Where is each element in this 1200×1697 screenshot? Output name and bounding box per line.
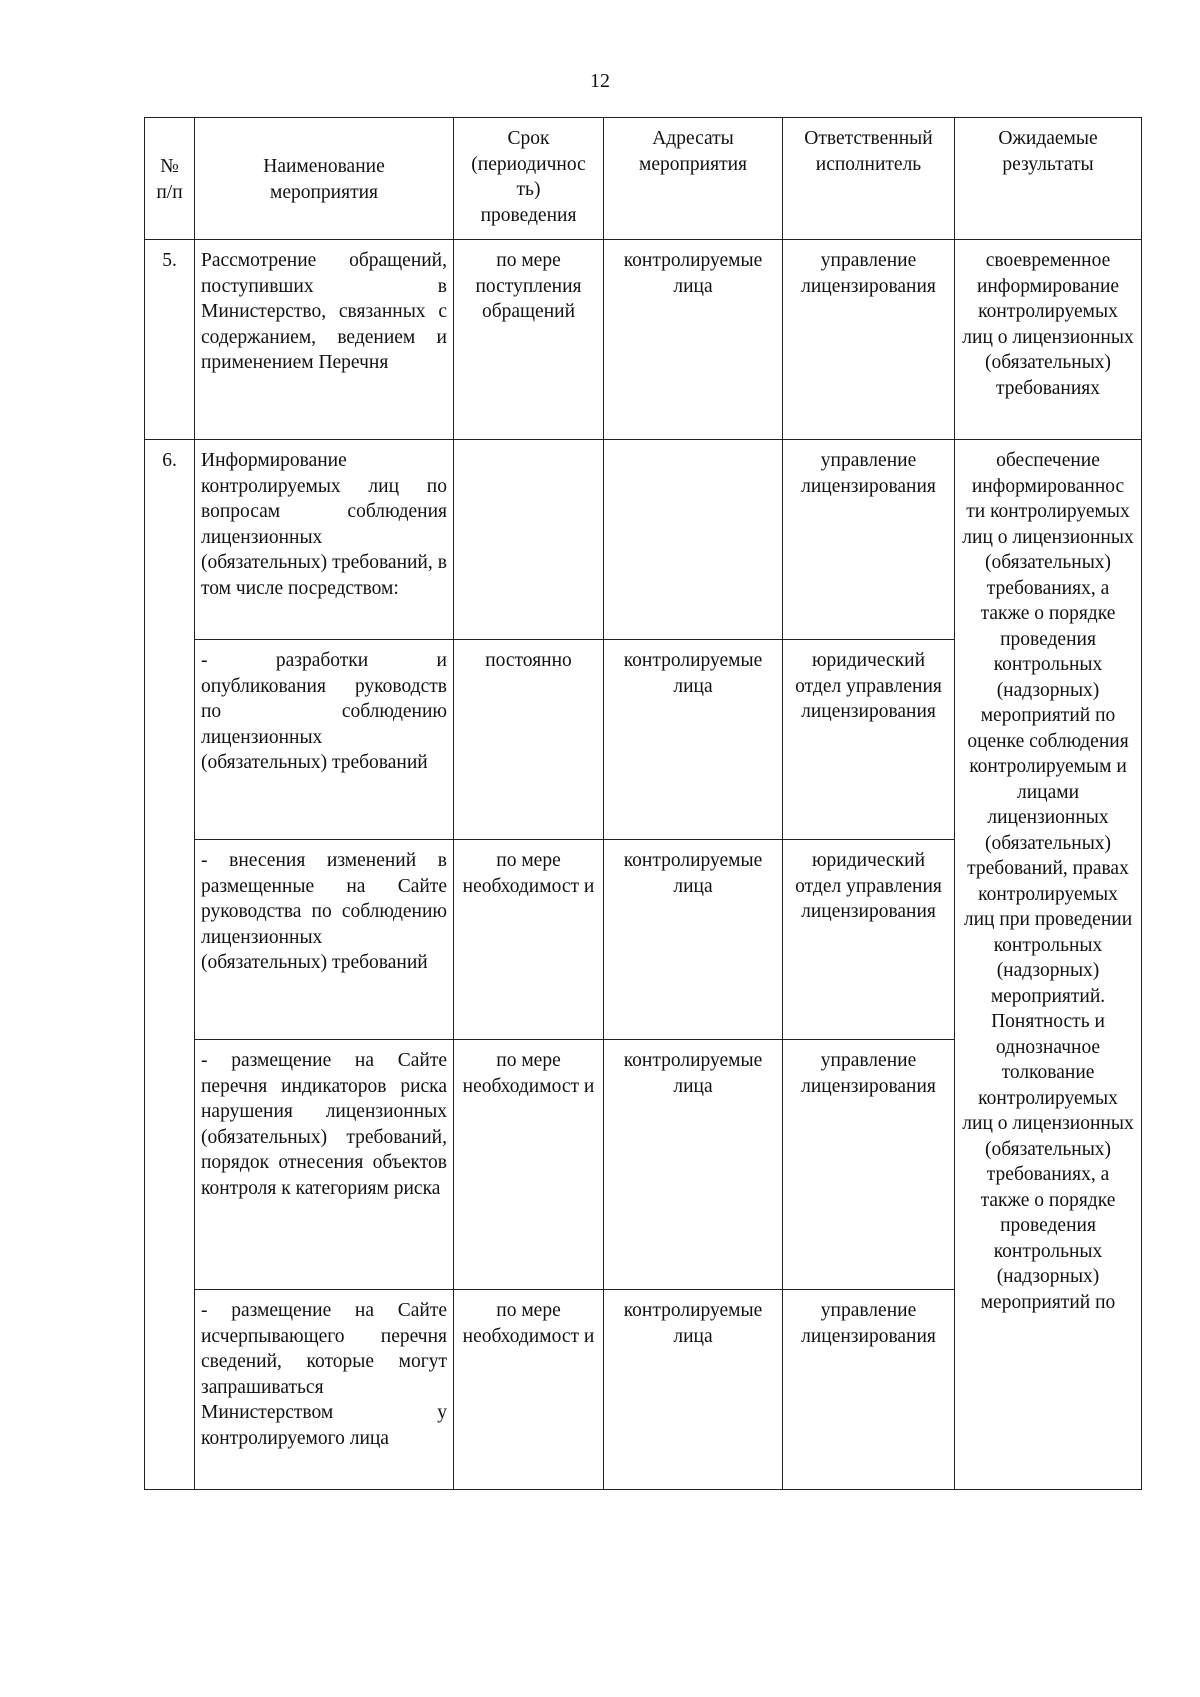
subrow-responsible: управление лицензирования [783, 1290, 955, 1490]
header-name: Наименование мероприятия [195, 118, 454, 240]
page-number: 12 [590, 70, 610, 92]
row6-results: обеспечение информированнос ти контролируемых лиц о лицензионных (обязательных) требованиях, а также о порядке проведения контрольных (надзорных) мероприятий по оценке соблюдения контролируемым и лицами лицензионных (обязательных) требований, правах контролируемых лиц при проведении контрольных (надзорных) мероприятий. Понятность и однозначное толкование контролируемых лиц о лицензионных (обязательных) требованиях, а также о порядке проведения контрольных (надзорных) мероприятий по [955, 440, 1142, 1490]
row5-results: своевременное информирование контролируемых лиц о лицензионных (обязательных) требованиях [955, 240, 1142, 440]
subrow-name: - размещение на Сайте исчерпывающего перечня сведений, которые могут запрашиваться Министерством у контролируемого лица [195, 1290, 454, 1490]
subrow-addressees: контролируемые лица [604, 840, 783, 1040]
row5-name: Рассмотрение обращений, поступивших в Министерство, связанных с содержанием, ведением и применением Перечня [195, 240, 454, 440]
subrow-addressees: контролируемые лица [604, 1040, 783, 1290]
subrow-responsible: юридический отдел управления лицензирования [783, 640, 955, 840]
subrow-responsible: управление лицензирования [783, 1040, 955, 1290]
row6-addressees [604, 440, 783, 640]
header-num: № п/п [145, 118, 195, 240]
subrow-responsible: юридический отдел управления лицензирования [783, 840, 955, 1040]
row6-num: 6. [145, 440, 195, 1490]
subrow-period: по мере необходимост и [454, 840, 604, 1040]
subrow-addressees: контролируемые лица [604, 640, 783, 840]
header-period: Срок (периодичнос ть) проведения [454, 118, 604, 240]
row6-responsible: управление лицензирования [783, 440, 955, 640]
header-results: Ожидаемые результаты [955, 118, 1142, 240]
row5-period: по мере поступления обращений [454, 240, 604, 440]
table-header-row [145, 118, 1142, 240]
row5-num: 5. [145, 240, 195, 440]
table-row [145, 440, 1142, 640]
subrow-period: постоянно [454, 640, 604, 840]
row5-responsible: управление лицензирования [783, 240, 955, 440]
row5-addressees: контролируемые лица [604, 240, 783, 440]
table-row [145, 240, 1142, 440]
subrow-addressees: контролируемые лица [604, 1290, 783, 1490]
subrow-name: - разработки и опубликования руководств по соблюдению лицензионных (обязательных) требований [195, 640, 454, 840]
measures-table [144, 117, 1142, 1490]
row6-period [454, 440, 604, 640]
subrow-name: - размещение на Сайте перечня индикаторов риска нарушения лицензионных (обязательных) требований, порядок отнесения объектов контроля к категориям риска [195, 1040, 454, 1290]
row6-name: Информирование контролируемых лиц по вопросам соблюдения лицензионных (обязательных) требований, в том числе посредством: [195, 440, 454, 640]
header-responsible: Ответственный исполнитель [783, 118, 955, 240]
subrow-period: по мере необходимост и [454, 1040, 604, 1290]
subrow-name: - внесения изменений в размещенные на Сайте руководства по соблюдению лицензионных (обязательных) требований [195, 840, 454, 1040]
header-addressees: Адресаты мероприятия [604, 118, 783, 240]
subrow-period: по мере необходимост и [454, 1290, 604, 1490]
